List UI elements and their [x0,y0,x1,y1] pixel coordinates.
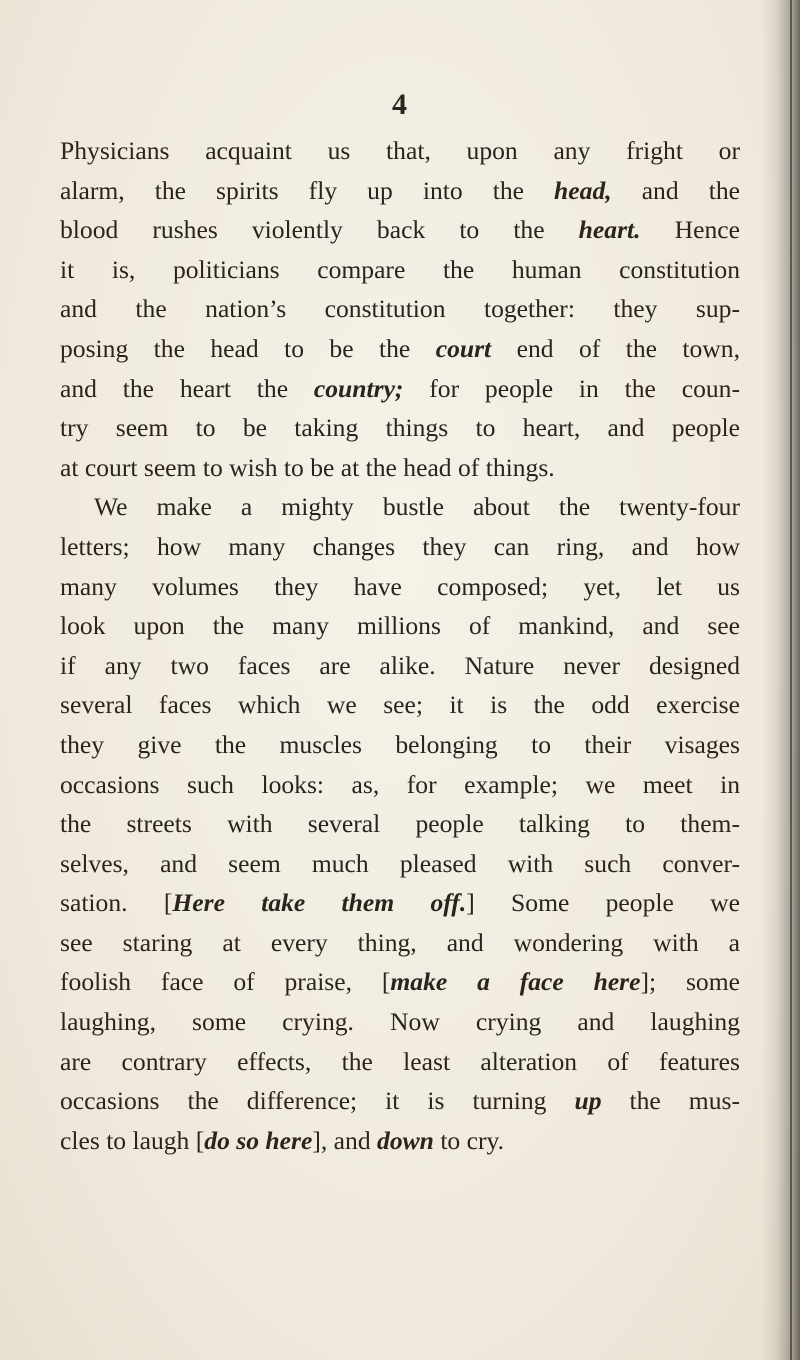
text-run: blood rushes violently back to the [60,215,579,245]
text-line [60,725,740,765]
text-run: posing the head to be the [60,333,436,363]
text-run: if any two faces are alike. Nature never designed [60,650,740,680]
text-run: occasions such looks: as, for example; we meet in [60,769,740,799]
text-line [60,962,740,1002]
text-line [60,1081,740,1121]
text-line [60,923,740,963]
text-run: many volumes they have composed; yet, let us [60,571,740,601]
text-line [60,329,740,369]
text-run: and the [611,175,740,205]
text-line [60,567,740,607]
text-run: for people in the coun- [403,373,740,403]
text-line [60,804,740,844]
text-run: see staring at every thing, and wondering with a [60,927,740,957]
text-run: We make a mighty bustle about the twenty-four [94,492,740,522]
text-line [60,487,740,527]
text-run: occasions the difference; it is turning [60,1086,575,1116]
text-run: letters; how many changes they can ring, and how [60,531,740,561]
text-run: they give the muscles belonging to their visages [60,729,740,759]
text-run: ], and [312,1125,378,1155]
text-line [60,527,740,567]
italic-text: do so here [204,1125,313,1155]
text-run: alarm, the spirits fly up into the [60,175,555,205]
text-line [60,1002,740,1042]
text-run: Hence [640,215,740,245]
text-run: and the heart the [60,373,314,403]
text-line [60,883,740,923]
text-line [60,606,740,646]
text-run: to cry. [433,1125,505,1155]
text-line [60,131,740,171]
text-line [60,408,740,448]
text-line [60,250,740,290]
text-run: the streets with several people talking to them- [60,809,740,839]
text-run: Physicians acquaint us that, upon any fright or [60,136,740,165]
italic-text: country; [313,373,404,403]
text-run: look upon the many millions of mankind, and see [60,611,740,641]
text-line [60,171,740,211]
text-run: at court seem to wish to be at the head of things. [60,452,555,482]
text-run: try seem to be taking things to heart, and people [60,413,740,443]
italic-text: head, [554,175,612,205]
text-run: it is, politicians compare the human constitution [60,254,740,284]
page-gutter-shadow [762,0,800,1360]
text-run: selves, and seem much pleased with such conver- [60,848,740,878]
page-edge-line [790,0,792,1360]
text-run: cles to laugh [ [60,1125,205,1155]
text-run: are contrary effects, the least alteration of features [60,1046,740,1076]
text-line [60,765,740,805]
text-run: laughing, some crying. Now crying and laughing [60,1007,740,1037]
italic-text: court [435,333,492,363]
text-line [60,685,740,725]
text-run: end of the town, [491,333,740,363]
body-text [60,131,740,1160]
text-run: the mus- [601,1086,740,1116]
italic-text: up [574,1086,602,1116]
text-line [60,448,740,488]
text-line [60,210,740,250]
italic-text: down [377,1125,434,1155]
text-run: sation. [ [60,888,173,918]
text-run: several faces which we see; it is the odd exercise [60,690,740,720]
text-line [60,1042,740,1082]
text-line [60,646,740,686]
text-run: ]; some [640,967,740,997]
text-run: and the nation’s constitution together: they sup- [60,294,740,324]
text-line [60,369,740,409]
text-run: ] Some people we [466,888,740,918]
page-number: 4 [392,88,408,121]
italic-text: heart. [578,215,641,245]
italic-text: Here take them off. [172,888,467,918]
text-line [60,289,740,329]
text-line [60,844,740,884]
text-run: foolish face of praise, [ [60,967,391,997]
text-line [60,1121,740,1161]
italic-text: make a face here [390,967,641,997]
